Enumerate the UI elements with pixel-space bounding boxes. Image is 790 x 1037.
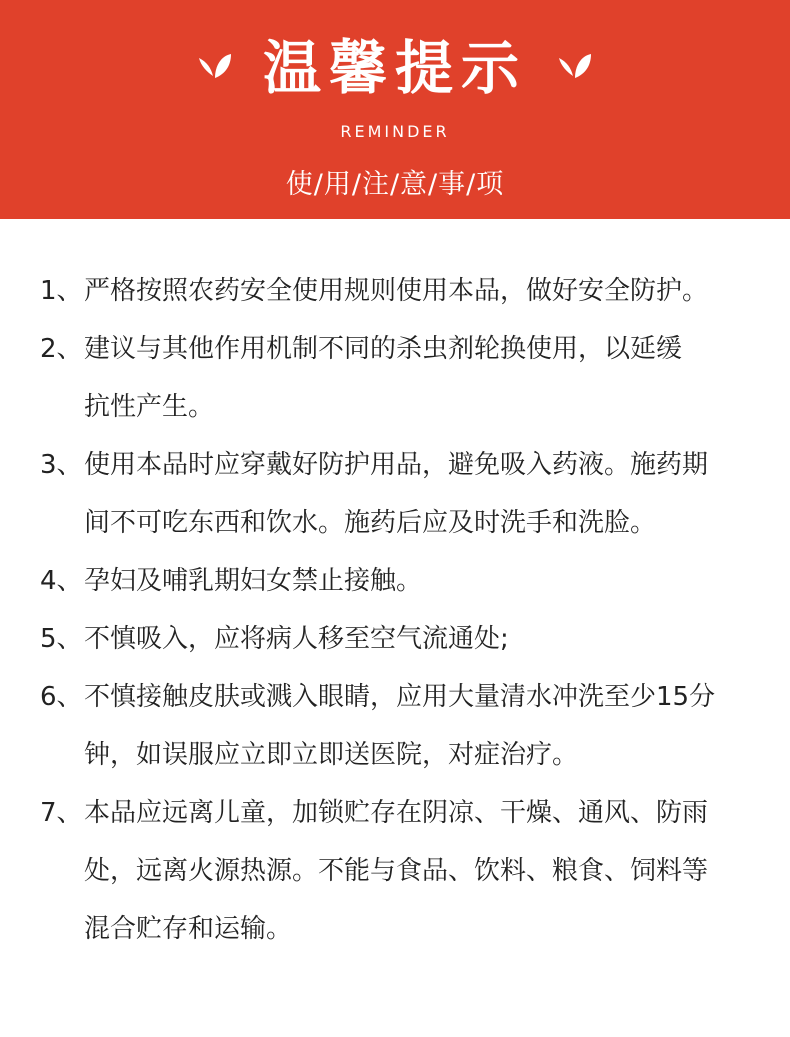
tip-number: 7、	[40, 798, 83, 828]
list-item	[40, 668, 770, 784]
reminder-header	[0, 0, 790, 219]
list-item	[40, 436, 770, 552]
tip-number: 2、	[40, 334, 83, 364]
tip-text: 使用本品时应穿戴好防护用品，避免吸入药液。施药期 间不可吃东西和饮水。施药后应及时洗手和洗脸。	[84, 450, 709, 538]
title-row	[0, 30, 790, 106]
leaf-icon	[555, 50, 595, 86]
page-title: 温馨提示	[262, 34, 527, 102]
list-item	[40, 552, 770, 610]
list-item	[40, 262, 770, 320]
subtitle-en: REMINDER	[340, 122, 450, 141]
list-item	[40, 320, 770, 436]
tip-text: 不慎吸入，应将病人移至空气流通处;	[84, 624, 509, 654]
tip-text: 孕妇及哺乳期妇女禁止接触。	[84, 566, 423, 596]
list-item	[40, 610, 770, 668]
tip-number: 4、	[40, 566, 83, 596]
tips-list	[40, 262, 770, 958]
tip-number: 1、	[40, 276, 83, 306]
tip-text: 不慎接触皮肤或溅入眼睛，应用大量清水冲洗至少15分 钟，如误服应立即立即送医院，对症治疗。	[84, 682, 716, 770]
tip-text: 建议与其他作用机制不同的杀虫剂轮换使用，以延缓 抗性产生。	[84, 334, 683, 422]
leaf-icon	[195, 50, 235, 86]
tip-text: 本品应远离儿童，加锁贮存在阴凉、干燥、通风、防雨 处，远离火源热源。不能与食品、饮料、粮食、饲料等 混合贮存和运输。	[84, 798, 709, 944]
list-item	[40, 784, 770, 958]
tip-number: 3、	[40, 450, 83, 480]
tip-number: 6、	[40, 682, 83, 712]
tip-number: 5、	[40, 624, 83, 654]
tip-text: 严格按照农药安全使用规则使用本品，做好安全防护。	[84, 276, 709, 306]
subtitle-cn: 使/用/注/意/事/项	[285, 169, 505, 200]
